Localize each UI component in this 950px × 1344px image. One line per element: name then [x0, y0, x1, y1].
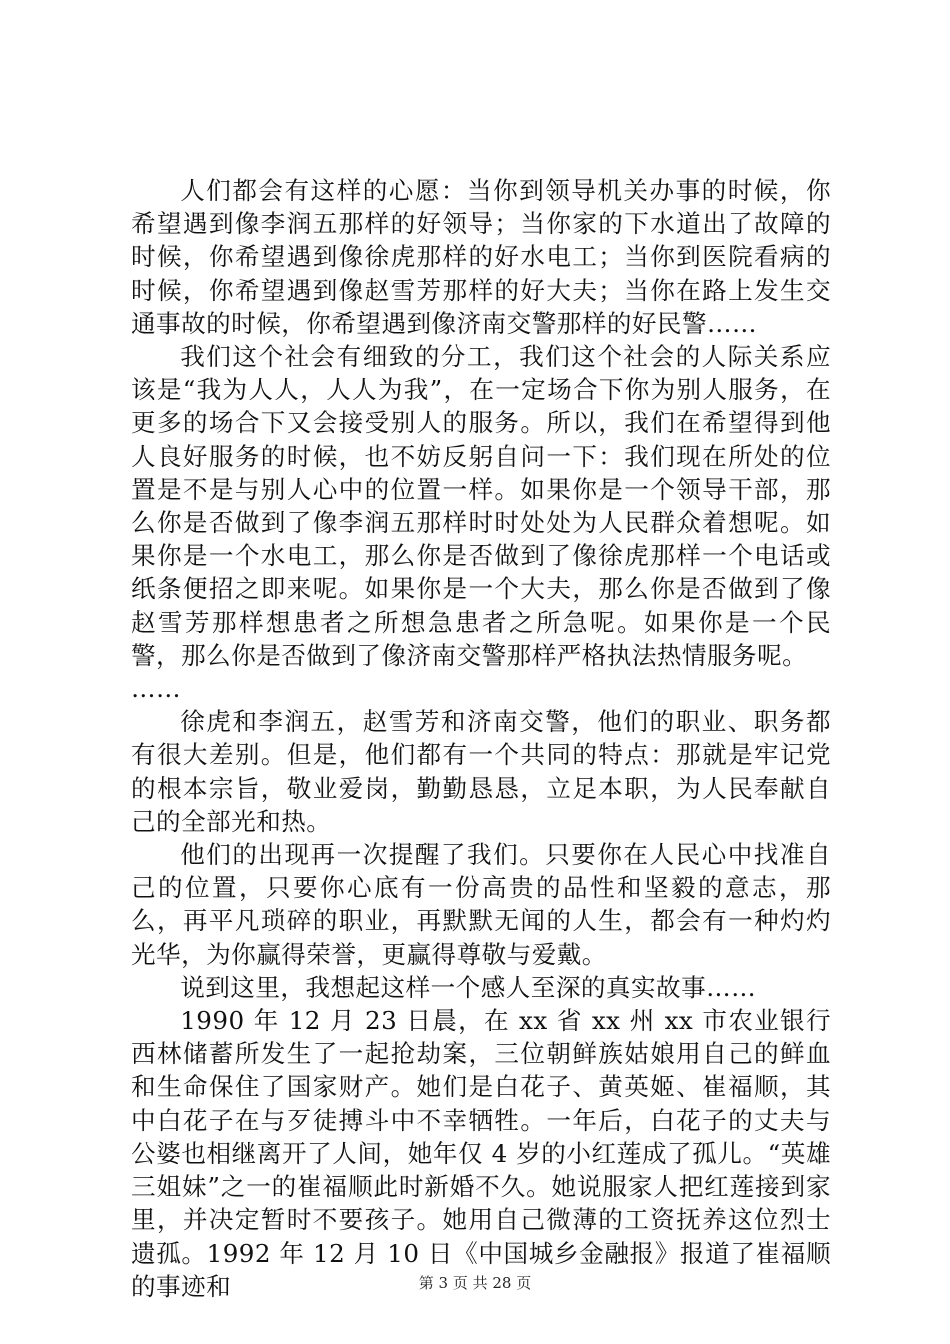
paragraph-4: 他们的出现再一次提醒了我们。只要你在人民心中找准自己的位置，只要你心底有一份高贵的品性和坚毅的意志，那么，再平凡琐碎的职业，再默默无闻的人生，都会有一种灼灼光华，为你赢得荣誉，更赢得尊敬与爱戴。 — [131, 840, 831, 969]
paragraph-1: 人们都会有这样的心愿：当你到领导机关办事的时候，你希望遇到像李润五那样的好领导；当你家的下水道出了故障的时候，你希望遇到像徐虎那样的好水电工；当你到医院看病的时候，你希望遇到像赵雪芳那样的好大夫；当你在路上发生交通事故的时候，你希望遇到像济南交警那样的好民警…… — [131, 176, 831, 338]
paragraph-2: 我们这个社会有细致的分工，我们这个社会的人际关系应该是“我为人人，人人为我”，在一定场合下你为别人服务，在更多的场合下又会接受别人的服务。所以，我们在希望得到他人良好服务的时候，也不妨反躬自问一下：我们现在所处的位置是不是与别人心中的位置一样。如果你是一个领导干部，那么你是否做到了像李润五那样时时处处为人民群众着想呢。如果你是一个水电工，那么你是否做到了像徐虎那样一个电话或纸条便招之即来呢。如果你是一个大夫，那么你是否做到了像赵雪芳那样想患者之所想急患者之所急呢。如果你是一个民警，那么你是否做到了像济南交警那样严格执法热情服务呢。 — [131, 342, 831, 670]
paragraph-5: 说到这里，我想起这样一个感人至深的真实故事…… — [180, 972, 757, 1002]
paragraph-6: 1990 年 12 月 23 日晨，在 xx 省 xx 州 xx 市农业银行西林储蓄所发生了一起抢劫案，三位朝鲜族姑娘用自己的鲜血和生命保住了国家财产。她们是白花子、黄英姬、崔福顺，其中白花子在与歹徒搏斗中不幸牺牲。一年后，白花子的丈夫与公婆也相继离开了人间，她年仅 4 岁的小红莲成了孤儿。“英雄三姐妹”之一的崔福顺此时新婚不久。她说服家人把红莲接到家里，并决定暂时不要孩子。她用自己微薄的工资抚养这位烈士遗孤。1992 年 12 月 10 日《中国城乡金融报》报道了崔福顺的事迹和 — [131, 1006, 831, 1301]
document-body — [131, 174, 831, 1303]
paragraph-3: 徐虎和李润五，赵雪芳和济南交警，他们的职业、职务都有很大差别。但是，他们都有一个共同的特点：那就是牢记党的根本宗旨，敬业爱岗，勤勤恳恳，立足本职，为人民奉献自己的全部光和热。 — [131, 707, 831, 836]
page-footer: 第 3 页 共 28 页 — [418, 1274, 532, 1292]
paragraph-ellipsis: …… — [131, 674, 182, 704]
